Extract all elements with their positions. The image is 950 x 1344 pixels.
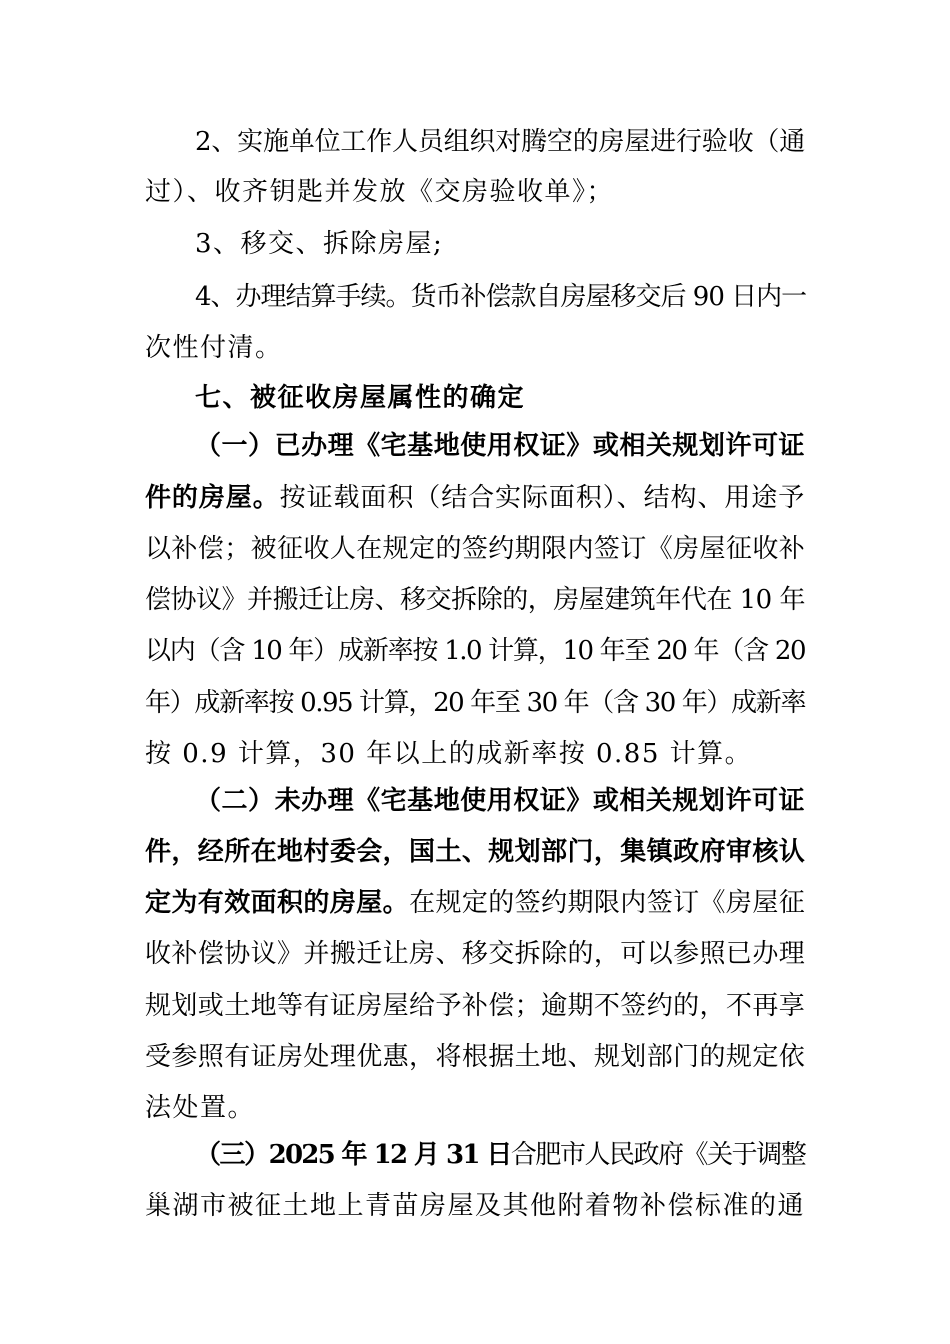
paragraph-line [145,686,805,720]
text-run: 合肥市人民政府《关于调整 [510,1140,805,1170]
paragraph-line [145,175,805,209]
paragraph-line [145,835,805,869]
text-run: 以内（含 10 年）成新率按 1.0 计算，10 年至 20 年（含 20 [145,636,805,666]
paragraph-line [145,634,805,668]
paragraph-line [145,532,805,566]
text-run: 以补偿；被征收人在规定的签约期限内签订《房屋征收补 [145,534,805,564]
text-run: 法处置。 [145,1093,256,1123]
text-run: 受参照有证房处理优惠，将根据土地、规划部门的规定依 [145,1042,805,1072]
paragraph-line [195,227,805,261]
text-run: 件，经所在地村委会，国土、规划部门，集镇政府审核认 [145,837,805,867]
section-heading [195,381,805,415]
text-run: （一）已办理《宅基地使用权证》或相关规划许可证 [195,431,805,461]
text-run: 4、办理结算手续。货币补偿款自房屋移交后 90 日内一 [195,282,807,312]
text-run: 件的房屋。 [145,483,280,513]
text-run: （三）2025 年 12 月 31 日 [195,1140,511,1170]
paragraph-line [195,280,805,314]
paragraph-line [145,937,805,971]
paragraph-line [145,583,805,617]
paragraph-line [145,989,805,1023]
paragraph-line [145,737,805,771]
text-run: 在规定的签约期限内签订《房屋征 [409,888,805,918]
text-run: 按证载面积（结合实际面积）、结构、用途予 [279,483,805,513]
text-run: 规划或土地等有证房屋给予补偿；逾期不签约的，不再享 [145,991,805,1021]
paragraph-line [145,1091,805,1125]
text-run: 巢湖市被征土地上青苗房屋及其他附着物补偿标准的通 [145,1191,806,1221]
paragraph-line [145,886,805,920]
paragraph-line [145,481,805,515]
paragraph-line [145,331,805,365]
text-run: 过）、收齐钥匙并发放《交房验收单》； [145,177,615,207]
text-run: （二）未办理《宅基地使用权证》或相关规划许可证 [195,786,805,816]
text-run: 2、实施单位工作人员组织对腾空的房屋进行验收（通 [195,127,805,157]
text-run: 次性付清。 [145,333,283,363]
paragraph-line [195,125,805,159]
paragraph-line [195,429,805,463]
paragraph-line [195,784,805,818]
paragraph-line [195,1138,805,1172]
text-run: 定为有效面积的房屋。 [145,888,410,918]
paragraph-line [145,1189,805,1223]
text-run: 七、被征收房屋属性的确定 [195,383,526,413]
paragraph-line [145,1040,805,1074]
text-run: 3、移交、拆除房屋; [195,229,444,259]
text-run: 收补偿协议》并搬迁让房、移交拆除的，可以参照已办理 [145,939,805,969]
text-run: 年）成新率按 0.95 计算，20 年至 30 年（含 30 年）成新率 [145,688,805,718]
text-run: 偿协议》并搬迁让房、移交拆除的，房屋建筑年代在 10 年 [145,585,805,615]
text-run: 按 0.9 计算，30 年以上的成新率按 0.85 计算。 [145,739,753,769]
